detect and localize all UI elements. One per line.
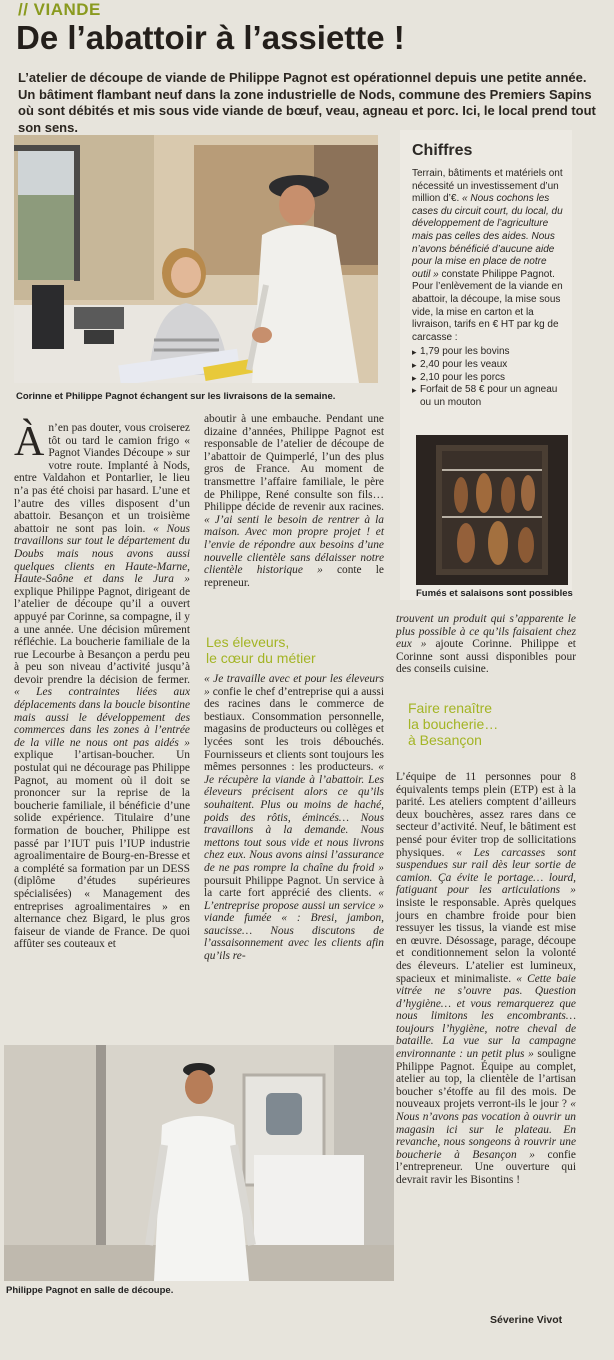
col3-quote: trouvent un produit qui s’apparente le plus possible à ce qu’ils faisaient chez eux » (396, 613, 576, 651)
sidebar-title: Chiffres (412, 142, 473, 159)
col1-quote: « Les contraintes liées aux déplacements dans la boucle bisontine mais aussi le développement des commerces dans les zones à l’entrée de la ville ne nous ont pas aidés » (14, 686, 190, 749)
photo-smoked (416, 435, 568, 585)
article-column-2 (204, 413, 384, 589)
col2-text: aboutir à une embauche. Pendant une dizaine d’années, Philippe Pagnot est responsable de l’atelier de découpe de l’abattoir de Quimperlé, l’un des plus gros de France. Au moment de transmettre l’affaire familiale, le père de Philippe, René consulte son fils… Philippe décide de revenir aux racines. (204, 413, 384, 514)
article-lead: L’atelier de découpe de viande de Philippe Pagnot est opérationnel depuis une petite année. Un bâtiment flambant neuf dans la zone industrielle de Nods, commune des Premiers Sapins où sont débités et mis sous vide viande de bœuf, veau, agneau et porc. Ici, le local prend tout son sens. (18, 70, 596, 135)
photo-cutting-room (4, 1045, 394, 1281)
col3-quote: « Cette baie vitrée ne s’ouvre pas. Question d’hygiène… et vous remarquerez que nous limitons les encombrants… toujours l’hygiène, notre cheval de bataille. La vue sur la campagne environnante : un petit plus » (396, 972, 576, 1061)
col2-quote: « J’ai senti le besoin de rentrer à la maison. Avec mon propre projet ! et l’envie de répondre aux besoins d’une nouvelle clientèle sans délaisser notre clientèle historique » (204, 513, 384, 577)
col3-text: confie l’entrepreneur. Une ouverture qui devrait ravir les Bisontins ! (396, 1148, 576, 1186)
sidebar-quote-attribution: constate Philippe Pagnot. (441, 268, 555, 280)
col2-quote: « Je travaille avec et pour les éleveurs » (204, 673, 384, 698)
sidebar-body (412, 168, 564, 409)
office-scene-image (14, 135, 378, 383)
subhead-line: Faire renaître (408, 700, 493, 716)
col3-text: L’équipe de 11 personnes pour 8 équivalents temps plein (ETP) est à la parité. Les ateliers comptent d’ailleurs deux bouchères, assez rares dans ce secteur d’activité. Neuf, le bâtiment est pensé pour éviter trop de sollicitations physiques. (396, 771, 576, 859)
subhead-breeders (206, 634, 386, 666)
col3-text: souligne Philippe Pagnot. Équipe au complet, atelier au top, la clientèle de l’artisan boucher s’étoffe au fil des mois. De nouveaux projets verront-ils le jour ? (396, 1048, 576, 1111)
col2-text: poursuit Philippe Pagnot. Un service à la carte fort apprécié des clients. (204, 874, 384, 900)
author-signature: Séverine Vivot (490, 1314, 563, 1326)
subhead-line: à Besançon (408, 732, 482, 748)
photo-office-caption: Corinne et Philippe Pagnot échangent sur les livraisons de la semaine. (16, 391, 336, 402)
col3-quote: « Les carcasses sont suspendues sur rail dès leur sortie de camion. Ça évite le portage… lourd, fatiguant pour les articulations » (396, 846, 576, 897)
sidebar-investment: Terrain, bâtiments et matériels ont nécessité un investissement d’un million d’€. (412, 168, 563, 205)
price-item: ▸ 2,10 pour les porcs (412, 372, 564, 385)
col3-text: insiste le responsable. Après quelques jours en chambre froide pour bien ressuyer les tissus, la viande est mise en œuvre. Désossage, parage, découpe et conditionnement selon la volonté des éleveurs. L’atelier est lumineux, spacieux et minimaliste. (396, 896, 576, 985)
price-item: ▸ Forfait de 58 € pour un agneau ou un mouton (412, 384, 564, 409)
subhead-revive (408, 700, 578, 748)
photo-office (14, 135, 378, 383)
price-item: ▸ 2,40 pour les veaux (412, 359, 564, 372)
col2-quote: « Je récupère la viande à l’abattoir. Les éleveurs précisent alors ce qu’ils souhaitent. Plus ou moins de haché, poids des rôtis, émincés… Nous travaillons à la demande. Nous mettons tout sous vide et nous livrons chez eux. Nous avons ainsi l’assurance de ne pas rompre la chaîne du froid » (204, 761, 384, 874)
photo-cutting-caption: Philippe Pagnot en salle de découpe. (6, 1285, 174, 1296)
article-column-2-continued (204, 673, 384, 963)
col2-quote: « L’entreprise propose aussi un service » viande fumée « : Bresi, jambon, saucisse… Nous discutons de l’assaisonnement avec les clients afin qu’ils re- (204, 887, 384, 963)
sidebar-quote: « Nous cochons les cases du circuit court, du local, du développement de l’agriculture mais pas celles des aides. Nous n’avons bénéficié d’aucune aide pour la mise en place de notre outil » (412, 193, 563, 280)
article-column-3 (396, 613, 576, 676)
cutting-room-image (4, 1045, 394, 1281)
col1-text: n’en pas douter, vous croiserez tôt ou tard le camion frigo « Pagnot Viandes Découpe » sur votre route. Implanté à Nods, entre Valdahon et Pontarlier, le lieu n’a pas été choisi par hasard. L’une et l’autre des villes disposent d’un abattoir. Besançon et un troisième abattoir ne sont pas loin. (14, 422, 190, 535)
article-headline: De l’abattoir à l’assiette ! (16, 19, 405, 56)
col1-quote: « Nous travaillons sur tout le département du Doubs mais nous avons aussi quelques clients en Haute-Marne, Haute-Saône et dans le Jura » (14, 522, 190, 586)
section-rubric: // VIANDE (18, 0, 101, 19)
photo-smoked-caption: Fumés et salaisons sont possibles (416, 588, 573, 599)
article-column-1 (14, 419, 190, 951)
price-item: ▸ 1,79 pour les bovins (412, 346, 564, 359)
price-list (412, 346, 564, 409)
drop-cap: À (14, 419, 45, 465)
subhead-line: la boucherie… (408, 716, 499, 732)
col2-text: confie le chef d’entreprise qui a aussi des racines dans le commerce de bestiaux. Consommation personnelle, magasins de producteurs ou collèges et lycées sont les trois débouchés. Fournisseurs et clients sont toujours les mêmes personnes : les producteurs. (204, 685, 384, 774)
subhead-line: Les éleveurs, (206, 634, 290, 650)
article-column-3-continued (396, 771, 576, 1187)
smoked-meat-image (416, 435, 568, 585)
col1-text: explique l’artisan-boucher. Un postulat qui ne décourage pas Philippe Pagnot, au moment où il doit se prononcer sur la reprise de la boucherie familiale, il bénéficie d’une solide expérience. Titulaire d’une formation de boucher, Philippe est passé par l’IUT puis l’IUP industrie agroalimentaire de Bourg-en-Bresse et a complété sa formation par un DESS (diplôme d’études supérieures spécialisées) « Management des entreprises agroalimentaires » en alternance chez Bigard, le plus gros faiseur de viande de France. De quoi affûter ses couteaux et (14, 749, 190, 951)
sidebar-pricing-intro: Pour l’enlèvement de la viande en abattoir, la découpe, la mise sous vide, la mise en carton et la livraison, tarifs en € HT par kg de carcasse : (412, 281, 563, 343)
col1-text: explique Philippe Pagnot, dirigeant de l’atelier de découpe qu’il a ouvert appuyé par Corinne, sa compagne, il y a une année. Une décision mûrement réfléchie. La boucherie familiale de la rue Lecourbe à Besançon a perdu peu à peu son niveau d’activité jusqu’à devoir prendre la décision de fermer. (14, 585, 190, 686)
subhead-line: le cœur du métier (206, 650, 316, 666)
col2-text: conte le repreneur. (204, 564, 384, 589)
col3-text: ajoute Corinne. Philippe et Corinne sont aussi disponibles pour des conseils cuisine. (396, 638, 576, 676)
col3-quote: « Nous n’avons pas vocation à ouvrir un magasin ici sur le plateau. En revanche, nous songeons à rouvrir une boucherie à Besançon » (396, 1098, 576, 1161)
